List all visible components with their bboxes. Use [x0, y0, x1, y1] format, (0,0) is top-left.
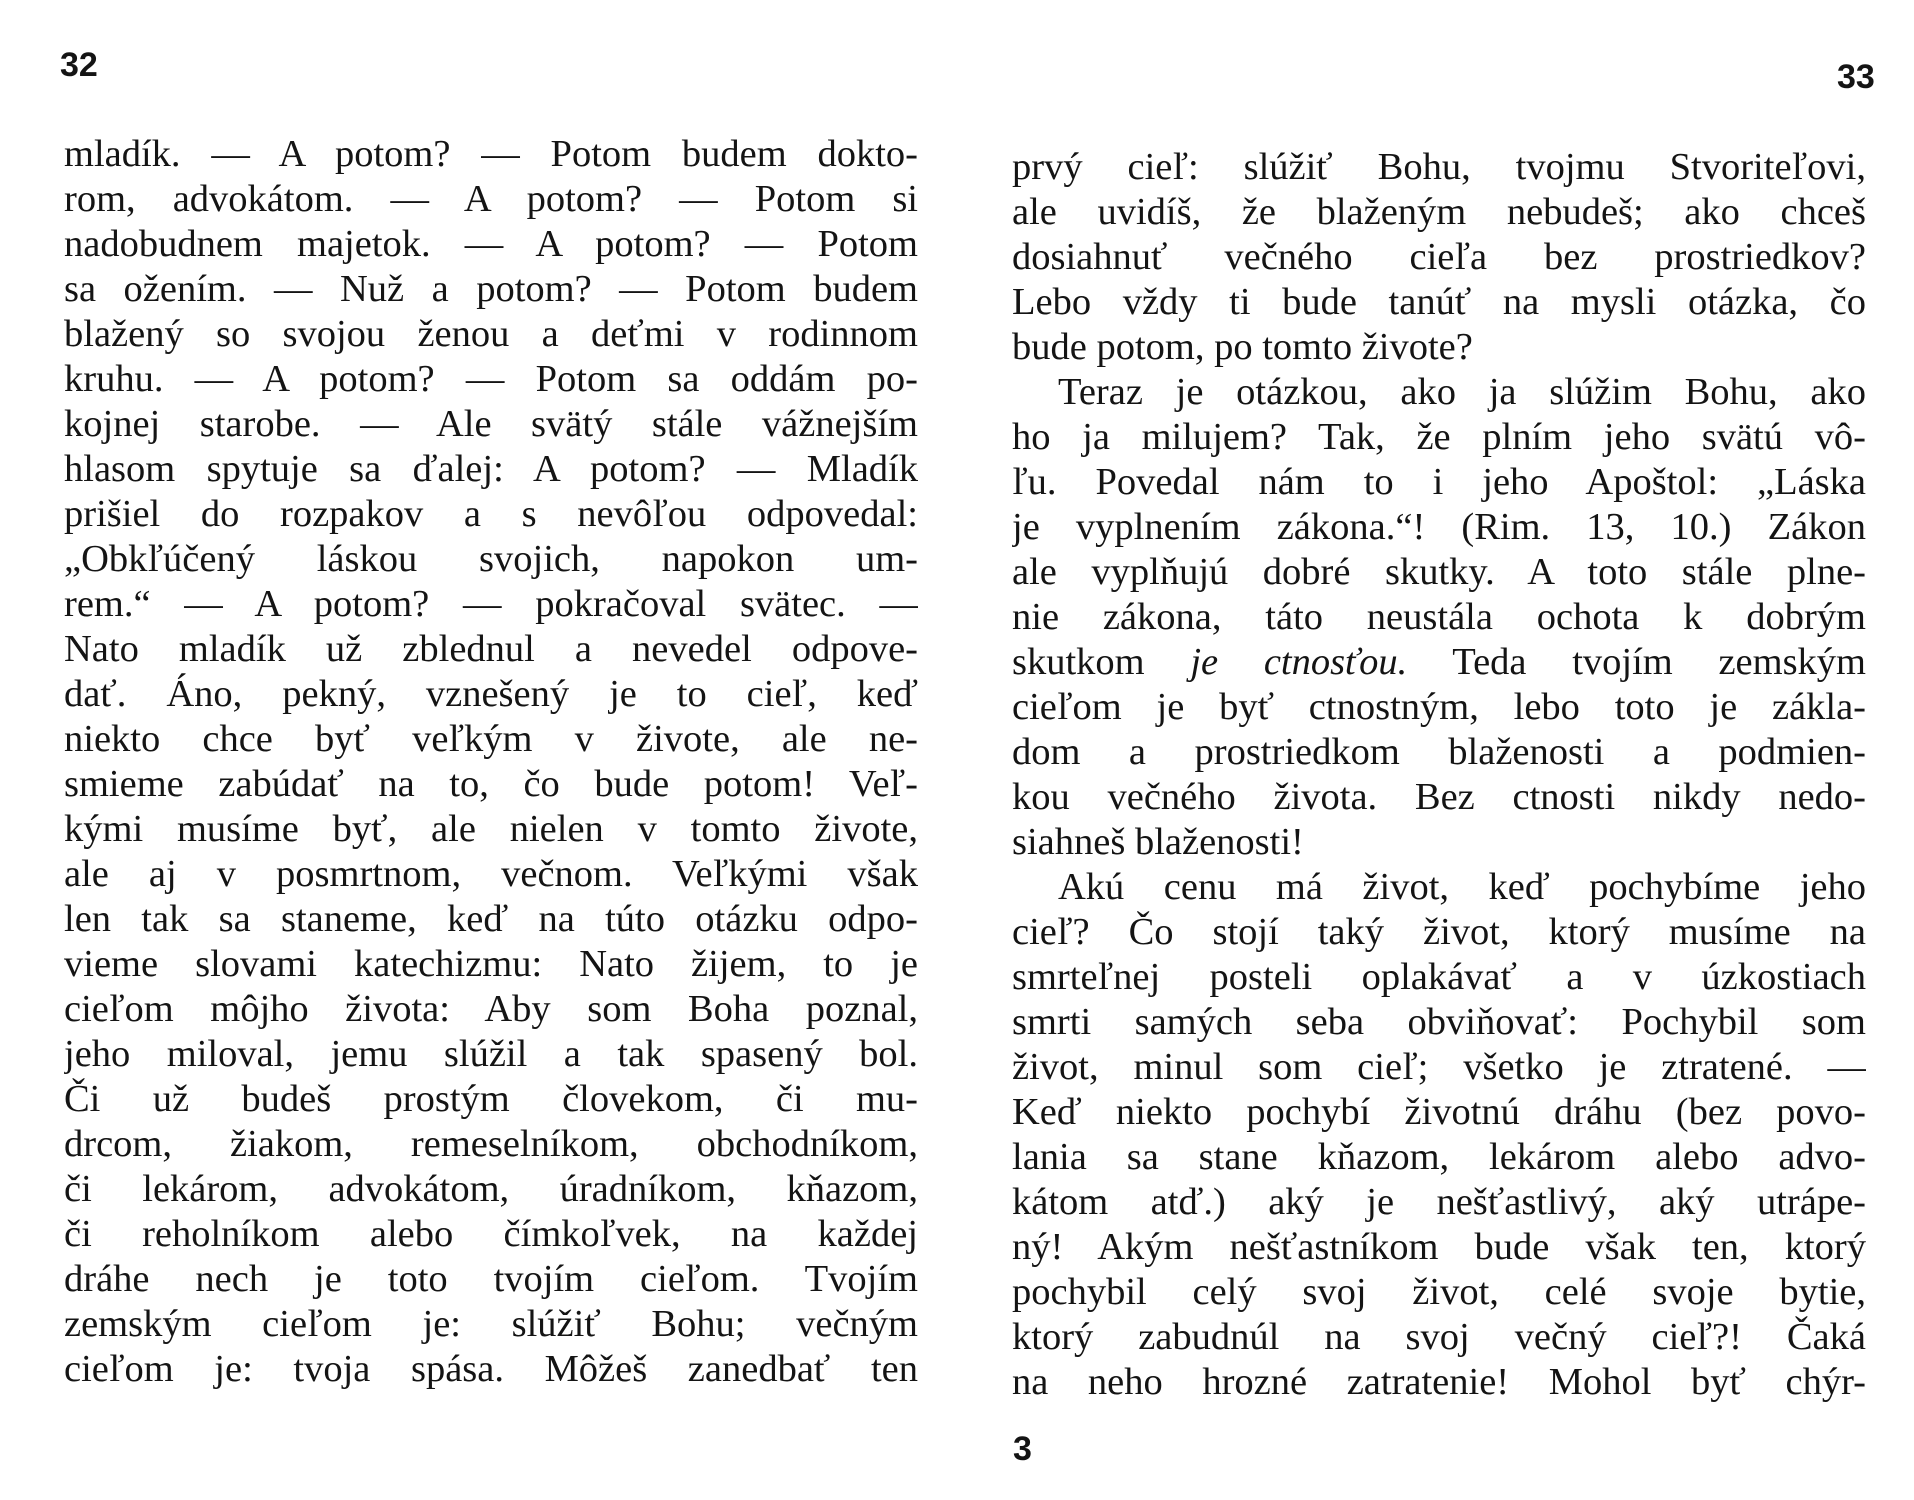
text-line: rom, advokátom. — A potom? — Potom si	[64, 178, 918, 220]
text-line: dom a prostriedkom blaženosti a podmien-	[1012, 731, 1866, 773]
text-line: Či už budeš prostým človekom, či mu-	[64, 1078, 918, 1120]
text-line: nie zákona, táto neustála ochota k dobrým	[1012, 596, 1866, 638]
text-line: cieľom je: tvoja spása. Môžeš zanedbať ten	[64, 1348, 918, 1390]
text-line: smrteľnej posteli oplakávať a v úzkostiach	[1012, 956, 1866, 998]
text-line: bude potom, po tomto živote?	[1012, 326, 1473, 368]
text-line: pochybil celý svoj život, celé svoje bytie,	[1012, 1271, 1866, 1313]
text-segment: Teda tvojím zemským	[1407, 641, 1866, 683]
text-line: cieľom môjho života: Aby som Boha poznal,	[64, 988, 918, 1030]
text-line: ktorý zabudnúl na svoj večný cieľ?! Čaká	[1012, 1316, 1866, 1358]
text-segment: skutkom	[1012, 641, 1191, 683]
text-line: rem.“ — A potom? — pokračoval svätec. —	[64, 583, 918, 625]
text-line: ale uvidíš, že blaženým nebudeš; ako chceš	[1012, 191, 1866, 233]
right-page-number: 33	[1837, 58, 1875, 96]
text-line: či reholníkom alebo čímkoľvek, na každej	[64, 1213, 918, 1255]
text-line: vieme slovami katechizmu: Nato žijem, to je	[64, 943, 918, 985]
text-line: smieme zabúdať na to, čo bude potom! Veľ-	[64, 763, 918, 805]
left-page-number: 32	[60, 46, 98, 84]
text-line: jeho miloval, jemu slúžil a tak spasený bol.	[64, 1033, 918, 1075]
text-line: život, minul som cieľ; všetko je ztratené. —	[1012, 1046, 1866, 1088]
text-line: zemským cieľom je: slúžiť Bohu; večným	[64, 1303, 918, 1345]
text-line: ale aj v posmrtnom, večnom. Veľkými však	[64, 853, 918, 895]
text-line: blažený so svojou ženou a deťmi v rodinnom	[64, 313, 918, 355]
right-page-text	[1012, 145, 1866, 1405]
left-page-text	[64, 132, 918, 1392]
text-line: cieľ? Čo stojí taký život, ktorý musíme na	[1012, 911, 1866, 953]
text-line: na neho hrozné zatratenie! Mohol byť chýr-	[1012, 1361, 1866, 1403]
text-line: Lebo vždy ti bude tanúť na mysli otázka, čo	[1012, 281, 1866, 323]
text-line: lania sa stane kňazom, lekárom alebo advo-	[1012, 1136, 1866, 1178]
text-line: cieľom je byť ctnostným, lebo toto je zákla-	[1012, 686, 1866, 728]
text-line: Nato mladík už zblednul a nevedel odpove-	[64, 628, 918, 670]
text-line: dosiahnuť večného cieľa bez prostriedkov?	[1012, 236, 1866, 278]
text-line: dať. Áno, pekný, vznešený je to cieľ, keď	[64, 673, 918, 715]
text-line: len tak sa staneme, keď na túto otázku odpo-	[64, 898, 918, 940]
text-line: hlasom spytuje sa ďalej: A potom? — Mladík	[64, 448, 918, 490]
text-line: kojnej starobe. — Ale svätý stále vážnejším	[64, 403, 918, 445]
text-line: kými musíme byť, ale nielen v tomto živote,	[64, 808, 918, 850]
text-line: Teraz je otázkou, ako ja slúžim Bohu, ako	[1058, 371, 1866, 413]
text-line: drcom, žiakom, remeselníkom, obchodníkom,	[64, 1123, 918, 1165]
text-line: ný! Akým nešťastníkom bude však ten, ktorý	[1012, 1226, 1866, 1268]
text-line: kou večného života. Bez ctnosti nikdy nedo-	[1012, 776, 1866, 818]
text-line: dráhe nech je toto tvojím cieľom. Tvojím	[64, 1258, 918, 1300]
text-line: ale vyplňujú dobré skutky. A toto stále plne-	[1012, 551, 1866, 593]
signature-mark: 3	[1013, 1430, 1032, 1468]
text-line: „Obkľúčený láskou svojich, napokon um-	[64, 538, 918, 580]
text-line: je vyplnením zákona.“! (Rim. 13, 10.) Zákon	[1012, 506, 1866, 548]
emphasized-text: je ctnosťou.	[1190, 641, 1408, 683]
text-line: sa ožením. — Nuž a potom? — Potom budem	[64, 268, 918, 310]
text-line: smrti samých seba obviňovať: Pochybil som	[1012, 1001, 1866, 1043]
text-line: kruhu. — A potom? — Potom sa oddám po-	[64, 358, 918, 400]
text-line: kátom atď.) aký je nešťastlivý, aký utrápe-	[1012, 1181, 1866, 1223]
text-line: ľu. Povedal nám to i jeho Apoštol: „Láska	[1012, 461, 1866, 503]
text-line	[1012, 640, 1866, 685]
text-line: Keď niekto pochybí životnú dráhu (bez povo-	[1012, 1091, 1866, 1133]
text-line: nadobudnem majetok. — A potom? — Potom	[64, 223, 918, 265]
text-line: siahneš blaženosti!	[1012, 821, 1304, 863]
text-line: ho ja milujem? Tak, že plním jeho svätú vô-	[1012, 416, 1866, 458]
text-line: Akú cenu má život, keď pochybíme jeho	[1058, 866, 1866, 908]
text-line: či lekárom, advokátom, úradníkom, kňazom,	[64, 1168, 918, 1210]
text-line: prvý cieľ: slúžiť Bohu, tvojmu Stvoriteľovi,	[1012, 146, 1866, 188]
text-line: niekto chce byť veľkým v živote, ale ne-	[64, 718, 918, 760]
text-line: mladík. — A potom? — Potom budem dokto-	[64, 133, 918, 175]
text-line: prišiel do rozpakov a s nevôľou odpovedal:	[64, 493, 918, 535]
